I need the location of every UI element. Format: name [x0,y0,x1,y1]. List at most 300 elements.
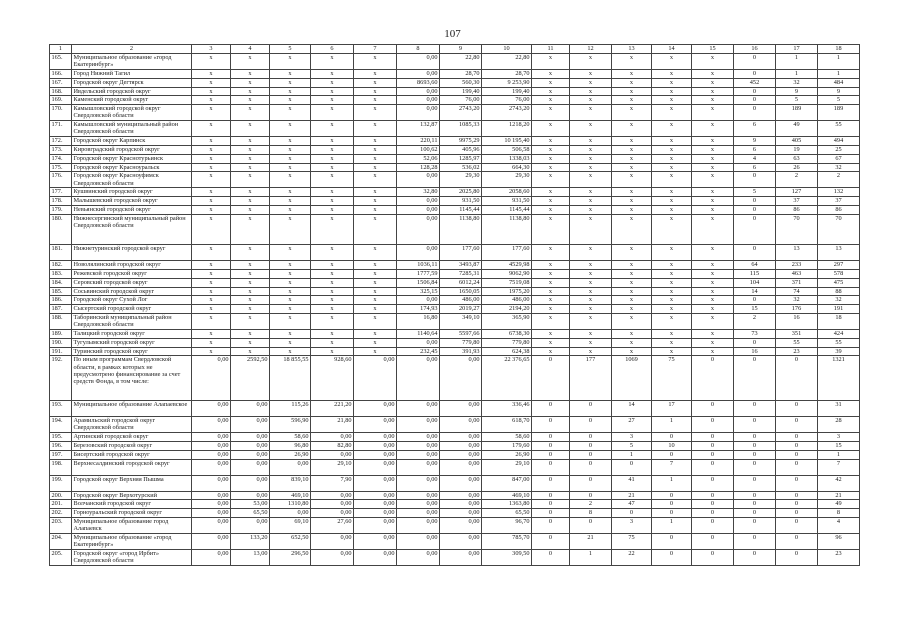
row-number-cell: 166. [50,70,72,79]
value-cell: x [570,287,612,296]
value-cell: 7285,31 [440,269,482,278]
value-cell: x [231,338,270,347]
value-cell: 7519,08 [482,278,532,287]
table-row [50,500,860,509]
value-cell: x [612,197,652,206]
value-cell: 0,00 [354,401,397,417]
value-cell: 536,02 [440,163,482,172]
value-cell: 1 [776,70,818,79]
value-cell: x [231,54,270,70]
value-cell: 0,00 [397,96,440,105]
value-cell: 0 [776,441,818,450]
value-cell: 0,00 [397,509,440,518]
value-cell: 3 [612,517,652,533]
value-cell: 0,00 [270,459,311,475]
value-cell: 0,00 [231,459,270,475]
value-cell: x [532,278,570,287]
table-row [50,87,860,96]
value-cell: 2 [776,172,818,188]
value-cell: 0,00 [397,459,440,475]
value-cell: x [231,313,270,329]
value-cell: x [692,96,734,105]
value-cell: 86 [776,205,818,214]
value-cell: x [652,278,692,287]
value-cell: x [270,313,311,329]
row-number-cell: 170. [50,105,72,121]
value-cell: x [692,137,734,146]
value-cell: x [354,145,397,154]
value-cell: x [192,278,231,287]
table-row [50,491,860,500]
value-cell: 1 [818,450,860,459]
row-number-cell: 175. [50,163,72,172]
value-cell: 0,00 [397,500,440,509]
value-cell: x [311,347,354,356]
value-cell: x [692,269,734,278]
value-cell: 928,60 [311,356,354,401]
row-number-cell: 201. [50,500,72,509]
value-cell: 39 [818,347,860,356]
value-cell: x [311,78,354,87]
value-cell: x [532,96,570,105]
value-cell: x [231,245,270,261]
table-row [50,105,860,121]
value-cell: 88 [818,287,860,296]
value-cell: x [692,87,734,96]
value-cell: x [652,54,692,70]
value-cell: 0 [734,459,776,475]
value-cell: 0,00 [192,450,231,459]
value-cell: x [692,172,734,188]
value-cell: 0 [734,509,776,518]
value-cell: x [270,197,311,206]
value-cell: 127 [776,188,818,197]
municipality-name-cell: Волчанский городской округ [72,500,192,509]
value-cell: x [270,96,311,105]
value-cell: 0,00 [440,450,482,459]
value-cell: 0,00 [231,433,270,442]
value-cell: 22 [612,549,652,565]
value-cell: x [570,70,612,79]
value-cell: 2025,80 [440,188,482,197]
value-cell: 13 [818,245,860,261]
value-cell: x [231,154,270,163]
value-cell: x [354,188,397,197]
value-cell: 0 [734,450,776,459]
value-cell: 28,70 [482,70,532,79]
value-cell: x [192,137,231,146]
value-cell: x [570,87,612,96]
value-cell: 6 [734,163,776,172]
value-cell: x [612,154,652,163]
value-cell: 506,58 [482,145,532,154]
value-cell: 6 [734,145,776,154]
value-cell: 55 [818,121,860,137]
value-cell: 0,00 [397,356,440,401]
value-cell: x [612,305,652,314]
value-cell: x [231,205,270,214]
value-cell: 0,00 [397,54,440,70]
value-cell: x [692,205,734,214]
value-cell: 0 [532,475,570,491]
value-cell: 14 [612,401,652,417]
value-cell: 325,15 [397,287,440,296]
row-number-cell: 182. [50,261,72,270]
value-cell: x [652,78,692,87]
value-cell: 0 [734,197,776,206]
value-cell: 0 [734,475,776,491]
value-cell: 47 [612,500,652,509]
value-cell: 0 [692,517,734,533]
value-cell: 0,00 [397,549,440,565]
column-number-cell: 16 [734,45,776,54]
value-cell: 1 [652,475,692,491]
value-cell: 0 [776,509,818,518]
value-cell: 2 [570,500,612,509]
value-cell: x [612,338,652,347]
value-cell: x [231,197,270,206]
value-cell: x [311,172,354,188]
value-cell: 0,00 [397,205,440,214]
municipality-name-cell: Городской округ Верхняя Пышма [72,475,192,491]
value-cell: x [532,137,570,146]
table-row [50,549,860,565]
value-cell: 365,90 [482,313,532,329]
value-cell: 0 [734,517,776,533]
value-cell: 23 [818,549,860,565]
table-row [50,261,860,270]
value-cell: x [231,105,270,121]
value-cell: 0 [734,296,776,305]
table-row [50,509,860,518]
value-cell: 14 [734,287,776,296]
value-cell: 32 [818,163,860,172]
value-cell: x [192,145,231,154]
value-cell: x [570,338,612,347]
row-number-cell: 178. [50,197,72,206]
value-cell: 0 [652,500,692,509]
value-cell: 0,00 [354,500,397,509]
value-cell: x [192,96,231,105]
table-row [50,296,860,305]
table-row [50,433,860,442]
value-cell: 0 [776,475,818,491]
value-cell: x [532,154,570,163]
municipality-name-cell: Кировградский городской округ [72,145,192,154]
value-cell: x [612,261,652,270]
value-cell: 0 [734,491,776,500]
value-cell: 0,00 [192,401,231,417]
column-number-cell: 9 [440,45,482,54]
municipality-name-cell: Туринский городской округ [72,347,192,356]
value-cell: 0,00 [397,87,440,96]
value-cell: x [192,105,231,121]
value-cell: 4 [818,517,860,533]
table-row [50,78,860,87]
value-cell: x [612,163,652,172]
value-cell: x [532,305,570,314]
value-cell: x [311,145,354,154]
value-cell: x [692,105,734,121]
row-number-cell: 202. [50,509,72,518]
value-cell: 0,00 [354,450,397,459]
value-cell: 0,00 [192,533,231,549]
row-number-cell: 195. [50,433,72,442]
municipality-name-cell: Бисертский городской округ [72,450,192,459]
page-number: 107 [444,28,461,40]
value-cell: 132 [818,188,860,197]
value-cell: 10 [652,441,692,450]
value-cell: 847,00 [482,475,532,491]
value-cell: x [192,313,231,329]
value-cell: 179,60 [482,441,532,450]
value-cell: 0 [692,401,734,417]
row-number-cell: 177. [50,188,72,197]
table-row [50,205,860,214]
value-cell: 297 [818,261,860,270]
value-cell: 4 [734,154,776,163]
value-cell: 486,00 [440,296,482,305]
value-cell: 70 [818,214,860,244]
value-cell: 0,00 [192,549,231,565]
value-cell: 0 [776,433,818,442]
budget-table [49,44,860,566]
value-cell: x [231,329,270,338]
value-cell: x [311,137,354,146]
value-cell: x [270,105,311,121]
value-cell: 0 [734,96,776,105]
value-cell: x [354,245,397,261]
value-cell: 232,45 [397,347,440,356]
value-cell: x [270,214,311,244]
value-cell: 29,10 [311,459,354,475]
row-number-cell: 190. [50,338,72,347]
value-cell: x [311,296,354,305]
municipality-name-cell: Горноуральский городской округ [72,509,192,518]
value-cell: 0,00 [231,491,270,500]
value-cell: 652,50 [270,533,311,549]
row-number-cell: 185. [50,287,72,296]
table-row [50,401,860,417]
value-cell: x [692,347,734,356]
value-cell: x [532,269,570,278]
value-cell: 1310,80 [270,500,311,509]
municipality-name-cell: Муниципальное образование «город Екатеринбург» [72,54,192,70]
column-number-cell: 7 [354,45,397,54]
value-cell: x [270,245,311,261]
value-cell: x [311,96,354,105]
value-cell: x [311,269,354,278]
value-cell: x [612,245,652,261]
value-cell: x [354,78,397,87]
value-cell: 7 [652,459,692,475]
value-cell: x [570,329,612,338]
value-cell: x [652,269,692,278]
value-cell: x [652,172,692,188]
table-row [50,245,860,261]
value-cell: 49 [776,121,818,137]
row-number-cell: 179. [50,205,72,214]
value-cell: 1 [652,517,692,533]
value-cell: x [692,188,734,197]
value-cell: x [570,188,612,197]
value-cell: 0,00 [311,533,354,549]
value-cell: 1138,80 [482,214,532,244]
row-number-cell: 181. [50,245,72,261]
value-cell: x [570,205,612,214]
value-cell: 0 [692,417,734,433]
value-cell: 233 [776,261,818,270]
municipality-name-cell: Артинский городской округ [72,433,192,442]
municipality-name-cell: Малышевский городской округ [72,197,192,206]
value-cell: x [652,70,692,79]
table-row [50,338,860,347]
value-cell: x [270,296,311,305]
value-cell: x [354,197,397,206]
row-number-cell: 165. [50,54,72,70]
value-cell: x [652,121,692,137]
value-cell: x [192,163,231,172]
value-cell: x [192,287,231,296]
value-cell: x [692,197,734,206]
value-cell: x [570,214,612,244]
value-cell: 22 376,65 [482,356,532,401]
value-cell: 1650,05 [440,287,482,296]
value-cell: 0 [532,533,570,549]
value-cell: 64 [734,261,776,270]
value-cell: 1145,44 [482,205,532,214]
municipality-name-cell: Сосьвинский городской округ [72,287,192,296]
value-cell: x [270,305,311,314]
value-cell: 0 [570,459,612,475]
row-number-cell: 191. [50,347,72,356]
value-cell: 8 [570,509,612,518]
value-cell: 73 [734,329,776,338]
value-cell: x [192,54,231,70]
municipality-name-cell: Новолялинский городской округ [72,261,192,270]
value-cell: 17 [652,401,692,417]
value-cell: 199,40 [482,87,532,96]
value-cell: 9 [818,87,860,96]
table-row [50,269,860,278]
value-cell: 0 [652,433,692,442]
value-cell: 839,10 [270,475,311,491]
value-cell: 0 [734,245,776,261]
value-cell: 0,00 [354,509,397,518]
row-number-cell: 173. [50,145,72,154]
value-cell: 0 [652,509,692,518]
value-cell: x [612,70,652,79]
value-cell: 405,96 [440,145,482,154]
value-cell: x [192,245,231,261]
value-cell: 6012,24 [440,278,482,287]
column-number-cell: 6 [311,45,354,54]
value-cell: x [532,214,570,244]
value-cell: x [652,245,692,261]
value-cell: 0,00 [354,356,397,401]
column-number-cell: 18 [818,45,860,54]
value-cell: x [532,338,570,347]
value-cell: 0 [532,500,570,509]
value-cell: 37 [818,197,860,206]
value-cell: x [570,296,612,305]
row-number-cell: 188. [50,313,72,329]
municipality-name-cell: Березовский городской округ [72,441,192,450]
value-cell: 52,06 [397,154,440,163]
value-cell: x [652,338,692,347]
value-cell: x [354,154,397,163]
row-number-cell: 196. [50,441,72,450]
value-cell: x [692,154,734,163]
row-number-cell: 180. [50,214,72,244]
value-cell: x [692,313,734,329]
value-cell: x [570,145,612,154]
row-number-cell: 186. [50,296,72,305]
value-cell: 0 [776,500,818,509]
value-cell: x [354,105,397,121]
value-cell: 1140,64 [397,329,440,338]
value-cell: 0 [734,549,776,565]
value-cell: 0,00 [231,475,270,491]
value-cell: x [692,121,734,137]
value-cell: x [570,137,612,146]
value-cell: 32,80 [397,188,440,197]
value-cell: x [231,296,270,305]
value-cell: x [532,261,570,270]
value-cell: 371 [776,278,818,287]
value-cell: 1145,44 [440,205,482,214]
value-cell: 349,10 [440,313,482,329]
value-cell: x [231,137,270,146]
value-cell: 0 [692,475,734,491]
value-cell: x [231,163,270,172]
table-row [50,533,860,549]
value-cell: 6 [734,121,776,137]
value-cell: x [692,329,734,338]
value-cell: x [311,87,354,96]
municipality-name-cell: Нижнетуринский городской округ [72,245,192,261]
value-cell: 1777,59 [397,269,440,278]
value-cell: 7,90 [311,475,354,491]
value-cell: 15 [734,305,776,314]
row-number-cell: 197. [50,450,72,459]
value-cell: 0 [776,417,818,433]
table-row [50,356,860,401]
value-cell: x [612,188,652,197]
value-cell: 0 [532,509,570,518]
municipality-name-cell: Городской округ Краснотурьинск [72,154,192,163]
value-cell: x [354,305,397,314]
municipality-name-cell: Таборинский муниципальный район Свердловской области [72,313,192,329]
value-cell: 779,80 [482,338,532,347]
value-cell: 8 [818,509,860,518]
value-cell: 26,90 [270,450,311,459]
value-cell: x [354,87,397,96]
value-cell: 1321 [818,356,860,401]
value-cell: 76,00 [440,96,482,105]
value-cell: 5 [734,188,776,197]
value-cell: 1363,80 [482,500,532,509]
value-cell: 0,00 [397,533,440,549]
row-number-cell: 203. [50,517,72,533]
row-number-cell: 200. [50,491,72,500]
value-cell: 0,00 [397,296,440,305]
value-cell: 0,00 [311,491,354,500]
value-cell: x [612,145,652,154]
value-cell: 309,50 [482,549,532,565]
value-cell: 177 [570,356,612,401]
value-cell: x [652,347,692,356]
